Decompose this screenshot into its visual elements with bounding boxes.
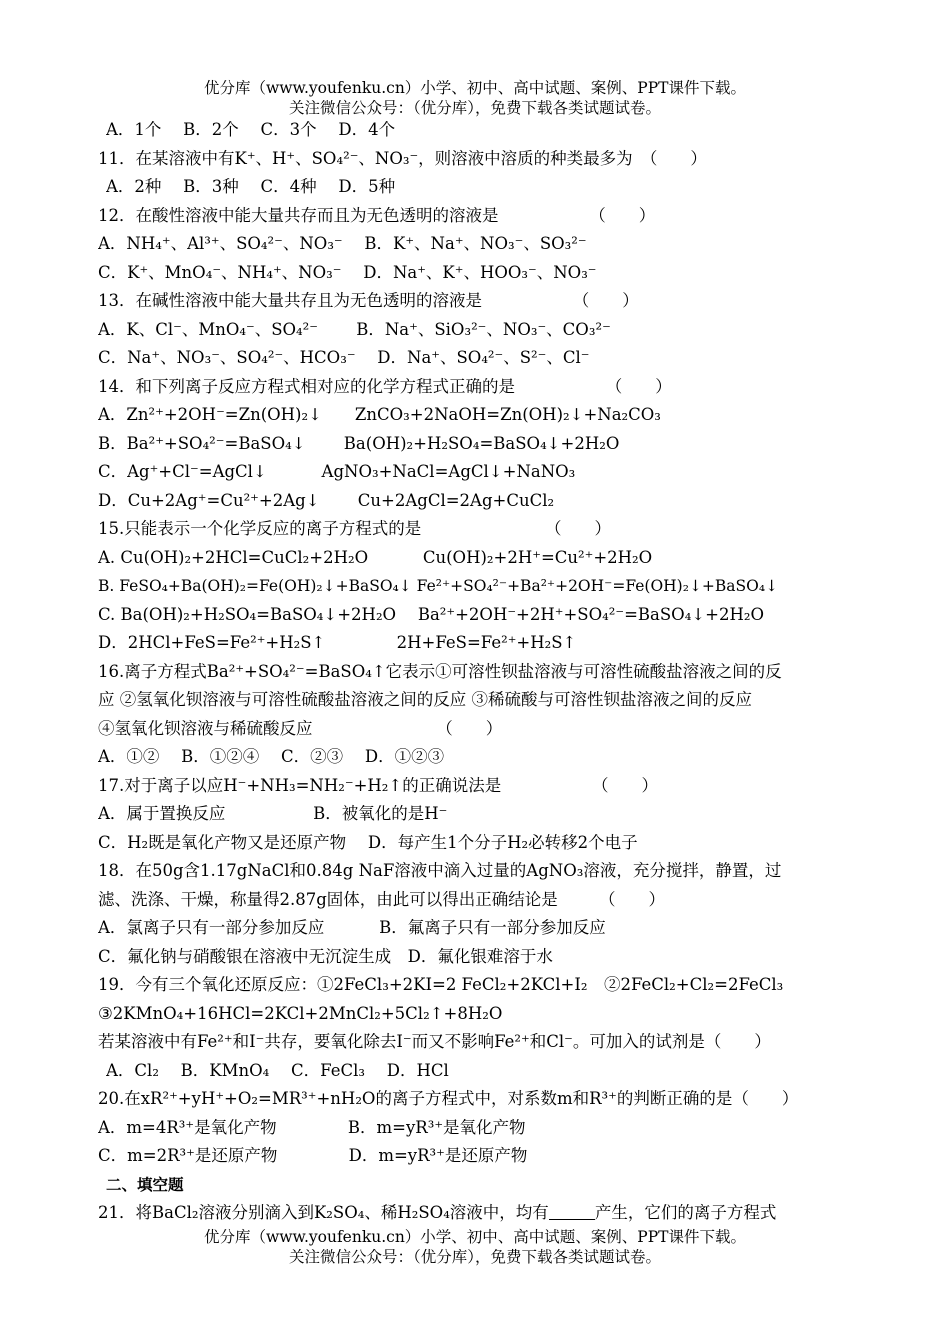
q11-options: A．2种 B．3种 C．4种 D．5种 <box>106 177 396 196</box>
q17-stem: 17.对于离子以应H⁻+NH₃=NH₂⁻+H₂↑的正确说法是 （ ） <box>98 776 658 795</box>
q18-stem-line-1: 18．在50g含1.17gNaCl和0.84g NaF溶液中滴入过量的AgNO₃溶液，充分搅拌，静置，过 <box>98 861 782 880</box>
q15-option-c: C. Ba(OH)₂+H₂SO₄=BaSO₄↓+2H₂O Ba²⁺+2OH⁻+2H⁺+SO₄²⁻=BaSO₄↓+2H₂O <box>98 605 764 624</box>
q13-options-ab: A．K、Cl⁻、MnO₄⁻、SO₄²⁻ B．Na⁺、SiO₃²⁻、NO₃⁻、CO₃²⁻ <box>98 320 611 339</box>
q17-options-ab: A．属于置换反应 B．被氧化的是H⁻ <box>98 804 448 823</box>
q14-option-a: A．Zn²⁺+2OH⁻=Zn(OH)₂↓ ZnCO₃+2NaOH=Zn(OH)₂↓+Na₂CO₃ <box>98 405 661 424</box>
q16-stem-line-1: 16.离子方程式Ba²⁺+SO₄²⁻=BaSO₄↑它表示①可溶性钡盐溶液与可溶性硫酸盐溶液之间的反 <box>98 662 782 681</box>
q16-stem-line-3: ④氢氧化钡溶液与稀硫酸反应 （ ） <box>98 719 503 738</box>
q19-options: A．Cl₂ B．KMnO₄ C．FeCl₃ D．HCl <box>106 1061 449 1080</box>
footer-line-2: 关注微信公众号：（优分库），免费下载各类试题试卷。 <box>288 1248 661 1266</box>
q19-stem-line-3: 若某溶液中有Fe²⁺和I⁻共存，要氧化除去I⁻而又不影响Fe²⁺和Cl⁻。可加入的试剂是（ ） <box>98 1032 771 1051</box>
q15-option-d: D．2HCl+FeS=Fe²⁺+H₂S↑ 2H+FeS=Fe²⁺+H₂S↑ <box>98 633 577 652</box>
q11-stem: 11．在某溶液中有K⁺、H⁺、SO₄²⁻、NO₃⁻，则溶液中溶质的种类最多为 （ ） <box>98 149 707 168</box>
q15-option-a: A. Cu(OH)₂+2HCl=CuCl₂+2H₂O Cu(OH)₂+2H⁺=Cu²⁺+2H₂O <box>98 548 653 567</box>
q21-text-before: 21．将BaCl₂溶液分别滴入到K₂SO₄、稀H₂SO₄溶液中，均有 <box>98 1203 549 1222</box>
q16-stem-line-2: 应 ②氢氧化钡溶液与可溶性硫酸盐溶液之间的反应 ③稀硫酸与可溶性钡盐溶液之间的反应 <box>98 690 752 709</box>
q13-options-cd: C．Na⁺、NO₃⁻、SO₄²⁻、HCO₃⁻ D．Na⁺、SO₄²⁻、S²⁻、Cl⁻ <box>98 348 590 367</box>
q20-options-ab: A．m=4R³⁺是氧化产物 B．m=yR³⁺是氧化产物 <box>98 1118 526 1137</box>
q19-stem-line-2: ③2KMnO₄+16HCl=2KCl+2MnCl₂+5Cl₂↑+8H₂O <box>98 1004 503 1023</box>
q18-options-cd: C．氟化钠与硝酸银在溶液中无沉淀生成 D．氟化银难溶于水 <box>98 947 553 966</box>
footer-line-1: 优分库（www.youfenku.cn）小学、初中、高中试题、案例、PPT课件下载。 <box>203 1228 747 1246</box>
q13-stem: 13．在碱性溶液中能大量共存且为无色透明的溶液是 （ ） <box>98 291 639 310</box>
q12-options-cd: C．K⁺、MnO₄⁻、NH₄⁺、NO₃⁻ D．Na⁺、K⁺、HOO₃⁻、NO₃⁻ <box>98 263 597 282</box>
header-line-1: 优分库（www.youfenku.cn）小学、初中、高中试题、案例、PPT课件下载。 <box>203 79 747 97</box>
q12-options-ab: A．NH₄⁺、Al³⁺、SO₄²⁻、NO₃⁻ B．K⁺、Na⁺、NO₃⁻、SO₃²⁻ <box>98 234 587 253</box>
q17-options-cd: C．H₂既是氧化产物又是还原产物 D．每产生1个分子H₂必转移2个电子 <box>98 833 638 852</box>
q15-option-b: B. FeSO₄+Ba(OH)₂=Fe(OH)₂↓+BaSO₄↓ Fe²⁺+SO₄²⁻+Ba²⁺+2OH⁻=Fe(OH)₂↓+BaSO₄↓ <box>98 577 779 595</box>
q10-options: A．1个 B．2个 C．3个 D．4个 <box>106 120 396 139</box>
q12-stem: 12．在酸性溶液中能大量共存而且为无色透明的溶液是 （ ） <box>98 206 656 225</box>
q16-options: A．①② B．①②④ C．②③ D．①②③ <box>98 747 445 766</box>
q18-options-ab: A．氯离子只有一部分参加反应 B．氟离子只有一部分参加反应 <box>98 918 606 937</box>
q21-stem <box>98 1201 860 1225</box>
header-line-2: 关注微信公众号：（优分库），免费下载各类试题试卷。 <box>288 99 661 117</box>
section-heading-fill-in: 二、填空题 <box>106 1175 184 1194</box>
q20-options-cd: C．m=2R³⁺是还原产物 D．m=yR³⁺是还原产物 <box>98 1146 528 1165</box>
q20-stem: 20.在xR²⁺+yH⁺+O₂=MR³⁺+nH₂O的离子方程式中，对系数m和R³⁺的判断正确的是（ ） <box>98 1089 799 1108</box>
q19-stem-line-1: 19．今有三个氧化还原反应：①2FeCl₃+2KI=2 FeCl₂+2KCl+I₂ ②2FeCl₂+Cl₂=2FeCl₃ <box>98 975 784 994</box>
q14-option-d: D．Cu+2Ag⁺=Cu²⁺+2Ag↓ Cu+2AgCl=2Ag+CuCl₂ <box>98 491 555 510</box>
q18-stem-line-2: 滤、洗涤、干燥，称量得2.87g固体，由此可以得出正确结论是 （ ） <box>98 890 666 909</box>
q14-option-b: B．Ba²⁺+SO₄²⁻=BaSO₄↓ Ba(OH)₂+H₂SO₄=BaSO₄↓+2H₂O <box>98 434 620 453</box>
q15-stem: 15.只能表示一个化学反应的离子方程式的是 （ ） <box>98 519 611 538</box>
q14-option-c: C．Ag⁺+Cl⁻=AgCl↓ AgNO₃+NaCl=AgCl↓+NaNO₃ <box>98 462 576 481</box>
q21-text-after: 产生，它们的离子方程式 <box>594 1203 777 1222</box>
q21-answer-blank <box>549 1201 595 1220</box>
q14-stem: 14．和下列离子反应方程式相对应的化学方程式正确的是 （ ） <box>98 377 672 396</box>
